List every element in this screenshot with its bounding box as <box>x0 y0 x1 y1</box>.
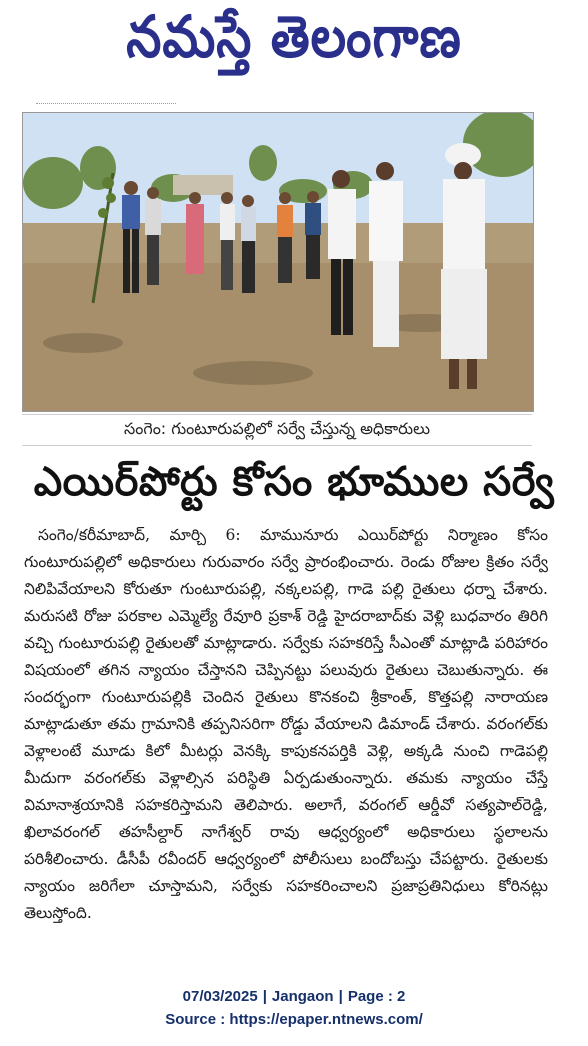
footer <box>0 985 588 1031</box>
footer-meta: 07/03/2025 | Jangaon | Page : 2 <box>182 988 406 1005</box>
divider <box>36 95 176 104</box>
news-photo <box>22 112 534 412</box>
footer-date: 07/03/2025 <box>182 988 258 1005</box>
newspaper-logo: నమస్తే తెలంగాణ <box>126 2 462 71</box>
article-body: సంగెం/కరీమాబాద్, మార్చి 6: మామునూరు ఎయిర్‌పోర్టు నిర్మాణం కోసం గుంటూరుపల్లిలో అధికారులు గురువారం సర్వే ప్రారంభించారు. రెండు రోజుల క్రితం సర్వే నిలిపివేయాలని కోరుతూ గుంటూరుపల్లి, నక్కలపల్లి, గాడె పల్లి రైతులు ధర్నా చేశారు. మరుసటి రోజు పరకాల ఎమ్మెల్యే రేవూరి ప్రకాశ్ రెడ్డి హైదరాబాద్‌కు వెళ్లి బుధవారం తిరిగి వచ్చి గుంటూరుపల్లి రైతులతో మాట్లాడారు. సర్వేకు సహకరిస్తే సీఎంతో మాట్లాడి పరిహారం విషయంలో తగిన న్యాయం చేస్తానని చెప్పినట్టు పలువురు రైతులు చెబుతున్నారు. ఈ సందర్భంగా గుంటూరుపల్లికి చెందిన రైతులు కొనకంచి శ్రీకాంత్, కొత్తపల్లి నారాయణ మాట్లాడుతూ తమ గ్రామానికి తప్పనిసరిగా రోడ్డు వేయాలని డిమాండ్ చేశారు. వరంగల్‌కు వెళ్లాలంటే మూడు కిలో మీటర్లు వెనక్కి కాపుకనపర్తికి వెళ్లి, అక్కడి నుంచి గాడెపల్లి మీదుగా వరంగల్‌కు వెళ్లాల్సిన పరిస్థితి ఏర్పడుతుంన్నారు. తమకు న్యాయం చేస్తే విమానాశ్రయానికి సహకరిస్తామని తెలిపారు. అలాగే, వరంగల్ ఆర్డీవో సత్యపాల్‌రెడ్డి, ఖిలావరంగల్ తహసీల్దార్ నాగేశ్వర్ రావు ఆధ్వర్యంలో అధికారులు స్థలాలను పరిశీలించారు. డీసీపీ రవీందర్ ఆధ్వర్యంలో పోలీసులు బందోబస్తు చేపట్టారు. రైతులకు న్యాయం జరిగేలా చూస్తామని, సర్వేకు సహకరించాలని ప్రజాప్రతినిధులు కోరినట్లు తెలుస్తోంది. <box>24 526 548 922</box>
article-headline: ఎయిర్‌పోర్టు కోసం భూముల సర్వే <box>33 459 555 505</box>
photo-caption: సంగెం: గుంటూరుపల్లిలో సర్వే చేస్తున్న అధికారులు <box>22 414 532 446</box>
footer-page: Page : 2 <box>347 988 406 1005</box>
footer-edition: Jangaon <box>271 988 334 1005</box>
footer-source[interactable]: Source : https://epaper.ntnews.com/ <box>165 1011 423 1028</box>
masthead <box>0 0 588 88</box>
